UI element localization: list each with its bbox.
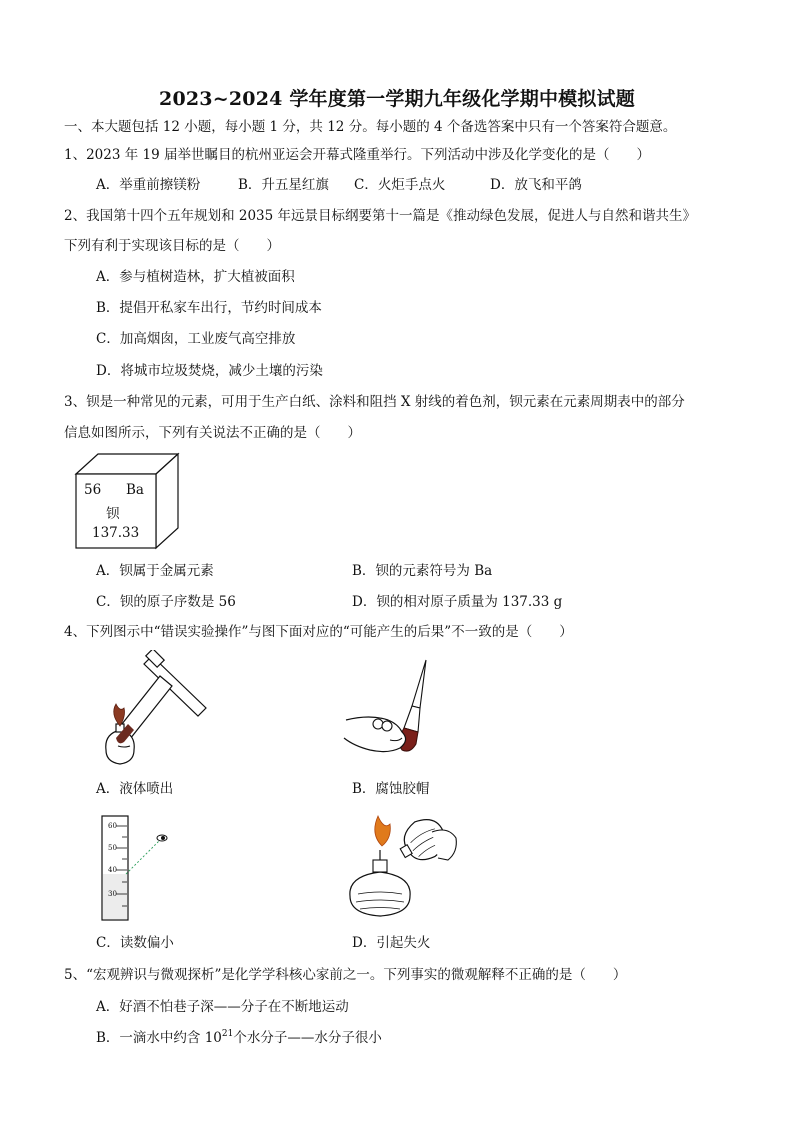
q1-option-b[interactable]: B．升五星红旗 (238, 177, 329, 193)
q1-option-a[interactable]: A．举重前擦镁粉 (96, 177, 201, 193)
q5-stem: 5、“宏观辨识与微观探析”是化学学科核心家前之一。下列事实的微观解释不正确的是（ ） (64, 967, 627, 983)
q3-stem-line2: 信息如图所示，下列有关说法不正确的是（ ） (64, 425, 361, 441)
exam-title: 2023~2024 学年度第一学期九年级化学期中模拟试题 (159, 88, 635, 110)
cylinder-tick-50: 50 (108, 844, 117, 852)
figure-a-heating-test-tube (90, 650, 220, 770)
q4-option-b[interactable]: B．腐蚀胶帽 (352, 781, 430, 797)
element-mass: 137.33 (92, 525, 140, 541)
q3-option-b[interactable]: B．钡的元素符号为 Ba (352, 563, 493, 579)
element-name: 钡 (106, 506, 120, 522)
q5-option-a[interactable]: A．好酒不怕巷子深——分子在不断地运动 (96, 999, 349, 1015)
q2-option-b[interactable]: B．提倡开私家车出行，节约时间成本 (96, 300, 322, 316)
cylinder-tick-40: 40 (108, 866, 117, 874)
q2-stem-line2: 下列有利于实现该目标的是（ ） (64, 238, 280, 254)
q3-stem-line1: 3、钡是一种常见的元素，可用于生产白纸、涂料和阻挡 X 射线的着色剂，钡元素在元素周期表中的部分 (64, 394, 685, 410)
q5-option-b[interactable] (96, 1029, 382, 1047)
q5-option-b-post: 个水分子——水分子很小 (233, 1030, 382, 1046)
q2-option-a[interactable]: A．参与植树造林，扩大植被面积 (96, 269, 295, 285)
cylinder-tick-60: 60 (108, 822, 117, 830)
q3-option-d[interactable]: D．钡的相对原子质量为 137.33 g (352, 594, 563, 610)
q2-option-c[interactable]: C．加高烟囱，工业废气高空排放 (96, 331, 296, 347)
q5-option-b-exponent: 21 (221, 1029, 234, 1039)
q4-option-c[interactable]: C．读数偏小 (96, 935, 174, 951)
element-cell-figure (74, 452, 180, 550)
q2-option-d[interactable]: D．将城市垃圾焚烧，减少土壤的污染 (96, 363, 323, 379)
cylinder-tick-30: 30 (108, 890, 117, 898)
element-symbol: Ba (126, 482, 144, 498)
q5-option-b-pre: B．一滴水中约含 10 (96, 1030, 222, 1046)
q3-option-c[interactable]: C．钡的原子序数是 56 (96, 594, 236, 610)
q4-stem: 4、下列图示中“错误实验操作”与图下面对应的“可能产生的后果”不一致的是（ ） (64, 624, 573, 640)
q2-stem-line1: 2、我国第十四个五年规划和 2035 年远景目标纲要第十一篇是《推动绿色发展，促进人与自然和谐共生》 (64, 208, 697, 224)
section-header: 一、本大题包括 12 小题，每小题 1 分，共 12 分。每小题的 4 个备选答案中只有一个答案符合题意。 (64, 119, 677, 135)
figure-b-dropper (340, 658, 450, 768)
figure-c-graduated-cylinder (96, 812, 176, 922)
q1-stem: 1、2023 年 19 届举世瞩目的杭州亚运会开幕式隆重举行。下列活动中涉及化学变化的是（ ） (64, 147, 650, 163)
element-atomic-number: 56 (84, 482, 102, 498)
q1-option-d[interactable]: D．放飞和平鸽 (490, 177, 582, 193)
q1-option-c[interactable]: C．火炬手点火 (354, 177, 446, 193)
q4-option-a[interactable]: A．液体喷出 (96, 781, 174, 797)
q3-option-a[interactable]: A．钡属于金属元素 (96, 563, 214, 579)
q4-option-d[interactable]: D．引起失火 (352, 935, 431, 951)
figure-d-alcohol-lamp (340, 812, 460, 922)
